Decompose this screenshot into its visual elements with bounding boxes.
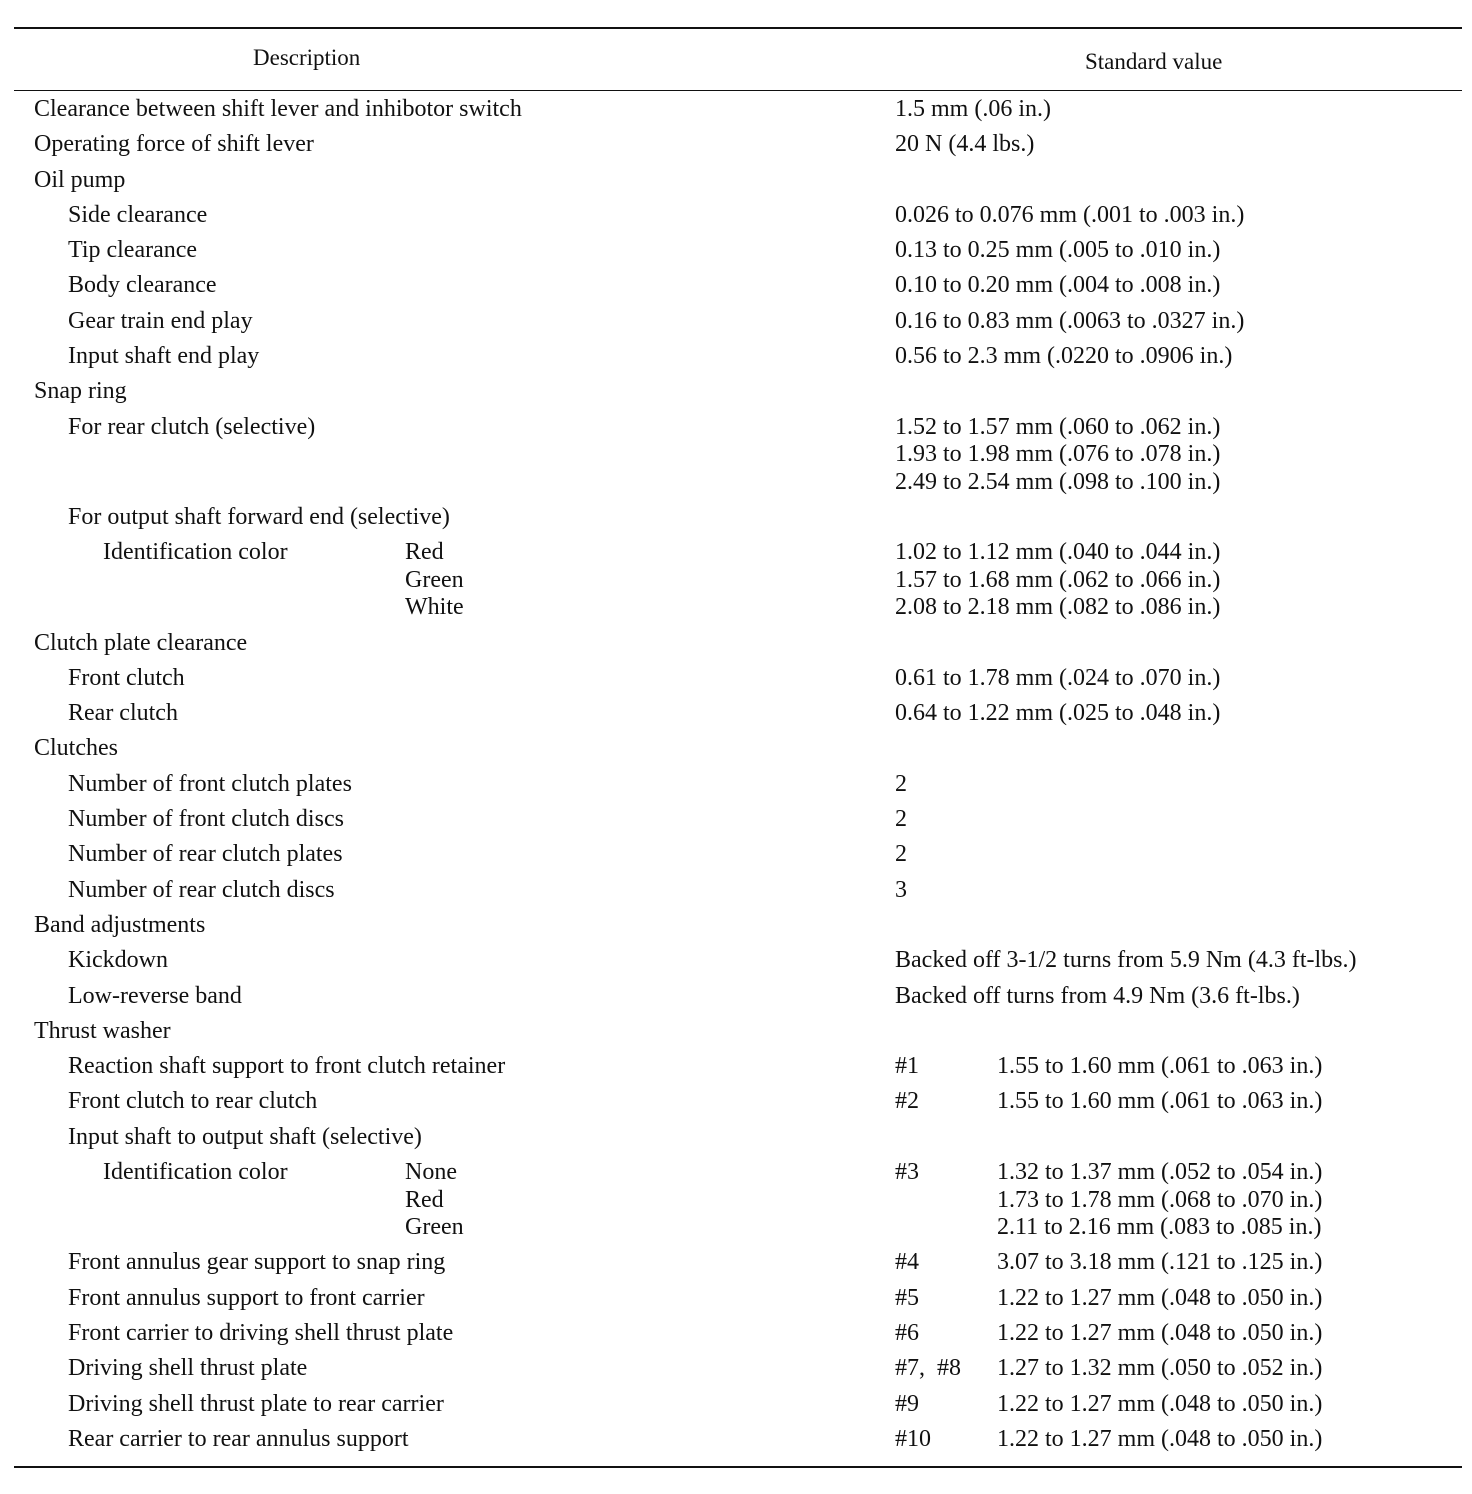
table-row <box>0 943 1472 978</box>
standard-value-line: 0.10 to 0.20 mm (.004 to .008 in.) <box>895 272 1221 299</box>
row-description: Front clutch to rear clutch <box>68 1088 318 1115</box>
row-description: Kickdown <box>68 947 168 974</box>
identification-color: White <box>405 594 464 621</box>
standard-value-line: 1.22 to 1.27 mm (.048 to .050 in.) <box>997 1425 1323 1452</box>
table-row <box>0 873 1472 908</box>
standard-value <box>895 237 1220 265</box>
standard-value-line: Backed off turns from 4.9 Nm (3.6 ft-lbs.) <box>895 982 1300 1009</box>
row-description: Front clutch <box>68 664 185 691</box>
standard-value-line: 1.02 to 1.12 mm (.040 to .044 in.) <box>895 539 1221 566</box>
table-row <box>0 696 1472 731</box>
table-row <box>0 802 1472 837</box>
standard-value <box>895 308 1244 336</box>
standard-value <box>895 343 1232 371</box>
standard-value-line: 1.32 to 1.37 mm (.052 to .054 in.) <box>997 1159 1323 1186</box>
standard-value-line: 0.16 to 0.83 mm (.0063 to .0327 in.) <box>895 307 1245 334</box>
standard-value <box>895 771 907 799</box>
spec-table-body <box>0 92 1472 1457</box>
standard-value <box>997 1426 1322 1454</box>
standard-value-line: 1.22 to 1.27 mm (.048 to .050 in.) <box>997 1284 1323 1311</box>
washer-number: #10 <box>895 1425 931 1452</box>
standard-value-line: 1.57 to 1.68 mm (.062 to .066 in.) <box>895 566 1221 593</box>
standard-value <box>895 414 1220 497</box>
row-description: Identification color <box>103 539 288 566</box>
table-row <box>0 661 1472 696</box>
standard-value-line: 2.49 to 2.54 mm (.098 to .100 in.) <box>895 468 1221 495</box>
washer-number: #3 <box>895 1159 919 1186</box>
standard-value-line: 3.07 to 3.18 mm (.121 to .125 in.) <box>997 1249 1323 1276</box>
row-description: Driving shell thrust plate <box>68 1355 308 1382</box>
table-top-rule <box>14 27 1462 29</box>
standard-value-line: 1.93 to 1.98 mm (.076 to .078 in.) <box>895 441 1221 468</box>
standard-value-line: 1.5 mm (.06 in.) <box>895 96 1051 122</box>
standard-value <box>997 1249 1322 1277</box>
standard-value <box>895 272 1220 300</box>
row-description: Snap ring <box>34 378 127 405</box>
standard-value <box>997 1088 1322 1116</box>
standard-value <box>895 983 1300 1011</box>
row-description: Number of front clutch plates <box>68 770 352 797</box>
standard-value-line: 2.11 to 2.16 mm (.083 to .085 in.) <box>997 1214 1322 1241</box>
standard-value-line: 1.22 to 1.27 mm (.048 to .050 in.) <box>997 1319 1323 1346</box>
table-row <box>0 1084 1472 1119</box>
table-row <box>0 410 1472 500</box>
table-row <box>0 1281 1472 1316</box>
table-row <box>0 1316 1472 1351</box>
washer-number: #2 <box>895 1088 919 1115</box>
standard-value <box>895 841 907 869</box>
standard-value-line: 1.55 to 1.60 mm (.061 to .063 in.) <box>997 1053 1323 1080</box>
standard-value <box>895 96 1051 124</box>
row-description: For rear clutch (selective) <box>68 413 316 440</box>
row-description: Clutches <box>34 735 118 762</box>
row-description: Band adjustments <box>34 911 206 938</box>
table-row <box>0 1049 1472 1084</box>
table-row <box>0 304 1472 339</box>
identification-color: Red <box>405 1186 444 1213</box>
table-row <box>0 374 1472 409</box>
standard-value <box>997 1355 1322 1383</box>
row-description: Oil pump <box>34 166 126 193</box>
row-description: Number of front clutch discs <box>68 806 344 833</box>
standard-value-line: 0.64 to 1.22 mm (.025 to .048 in.) <box>895 700 1221 727</box>
standard-value <box>895 539 1220 622</box>
table-row <box>0 979 1472 1014</box>
identification-colors <box>405 539 464 622</box>
row-description: Operating force of shift lever <box>34 131 314 158</box>
row-description: Tip clearance <box>68 237 198 264</box>
table-row <box>0 163 1472 198</box>
row-description: Driving shell thrust plate to rear carrier <box>68 1390 444 1417</box>
standard-value <box>895 806 907 834</box>
table-row <box>0 731 1472 766</box>
standard-value-line: 2 <box>895 806 907 833</box>
standard-value-line: 1.55 to 1.60 mm (.061 to .063 in.) <box>997 1088 1323 1115</box>
standard-value <box>997 1320 1322 1348</box>
row-description: For output shaft forward end (selective) <box>68 503 450 530</box>
standard-value-line: 0.026 to 0.076 mm (.001 to .003 in.) <box>895 201 1245 228</box>
column-header-standard-value: Standard value <box>1085 49 1223 74</box>
table-row <box>0 767 1472 802</box>
table-row <box>0 1120 1472 1155</box>
table-row <box>0 233 1472 268</box>
standard-value <box>895 665 1220 693</box>
standard-value-line: 1.27 to 1.32 mm (.050 to .052 in.) <box>997 1355 1323 1382</box>
row-description: Rear carrier to rear annulus support <box>68 1425 409 1452</box>
table-row <box>0 1014 1472 1049</box>
row-description: Identification color <box>103 1159 288 1186</box>
row-description: Gear train end play <box>68 307 253 334</box>
row-description: Side clearance <box>68 201 208 228</box>
table-row <box>0 1351 1472 1386</box>
standard-value <box>997 1159 1322 1242</box>
standard-value-line: 1.52 to 1.57 mm (.060 to .062 in.) <box>895 413 1221 440</box>
standard-value-line: 2 <box>895 841 907 868</box>
row-description: Body clearance <box>68 272 217 299</box>
standard-value <box>895 877 907 905</box>
row-description: Rear clutch <box>68 700 178 727</box>
identification-color: None <box>405 1159 457 1186</box>
table-row <box>0 1155 1472 1245</box>
table-row <box>0 339 1472 374</box>
table-row <box>0 127 1472 162</box>
table-row <box>0 268 1472 303</box>
standard-value-line: Backed off 3-1/2 turns from 5.9 Nm (4.3 ft-lbs.) <box>895 947 1357 974</box>
washer-number: #7, #8 <box>895 1355 961 1382</box>
table-row <box>0 500 1472 535</box>
standard-value <box>895 202 1244 230</box>
table-row <box>0 908 1472 943</box>
table-row <box>0 626 1472 661</box>
row-description: Low-reverse band <box>68 982 242 1009</box>
standard-value <box>895 947 1356 975</box>
row-description: Front annulus support to front carrier <box>68 1284 425 1311</box>
row-description: Front annulus gear support to snap ring <box>68 1249 446 1276</box>
table-row <box>0 1387 1472 1422</box>
table-row <box>0 837 1472 872</box>
row-description: Front carrier to driving shell thrust plate <box>68 1319 454 1346</box>
standard-value-line: 2.08 to 2.18 mm (.082 to .086 in.) <box>895 594 1221 621</box>
table-row <box>0 535 1472 625</box>
table-bottom-rule <box>14 1466 1462 1468</box>
standard-value <box>997 1391 1322 1419</box>
row-description: Clearance between shift lever and inhibotor switch <box>34 96 522 122</box>
column-header-description: Description <box>253 45 361 70</box>
row-description: Input shaft to output shaft (selective) <box>68 1123 422 1150</box>
washer-number: #9 <box>895 1390 919 1417</box>
identification-color: Red <box>405 539 444 566</box>
row-description: Reaction shaft support to front clutch retainer <box>68 1053 506 1080</box>
standard-value-line: 2 <box>895 770 907 797</box>
table-row <box>0 92 1472 127</box>
standard-value-line: 0.61 to 1.78 mm (.024 to .070 in.) <box>895 664 1221 691</box>
standard-value <box>895 700 1220 728</box>
standard-value-line: 0.56 to 2.3 mm (.0220 to .0906 in.) <box>895 343 1233 370</box>
washer-number: #1 <box>895 1053 919 1080</box>
table-row <box>0 198 1472 233</box>
washer-number: #4 <box>895 1249 919 1276</box>
identification-colors <box>405 1159 464 1242</box>
standard-value-line: 20 N (4.4 lbs.) <box>895 131 1035 158</box>
standard-value <box>997 1285 1322 1313</box>
identification-color: Green <box>405 1214 464 1241</box>
table-row <box>0 1245 1472 1280</box>
identification-color: Green <box>405 566 464 593</box>
standard-value-line: 0.13 to 0.25 mm (.005 to .010 in.) <box>895 237 1221 264</box>
standard-value <box>895 131 1034 159</box>
table-row <box>0 1422 1472 1457</box>
table-header-rule <box>14 90 1462 91</box>
row-description: Number of rear clutch plates <box>68 841 343 868</box>
washer-number: #5 <box>895 1284 919 1311</box>
row-description: Clutch plate clearance <box>34 629 248 656</box>
standard-value-line: 1.73 to 1.78 mm (.068 to .070 in.) <box>997 1186 1323 1213</box>
row-description: Number of rear clutch discs <box>68 876 335 903</box>
row-description: Thrust washer <box>34 1017 171 1044</box>
standard-value-line: 3 <box>895 876 907 903</box>
washer-number: #6 <box>895 1319 919 1346</box>
standard-value-line: 1.22 to 1.27 mm (.048 to .050 in.) <box>997 1390 1323 1417</box>
row-description: Input shaft end play <box>68 343 260 370</box>
standard-value <box>997 1053 1322 1081</box>
